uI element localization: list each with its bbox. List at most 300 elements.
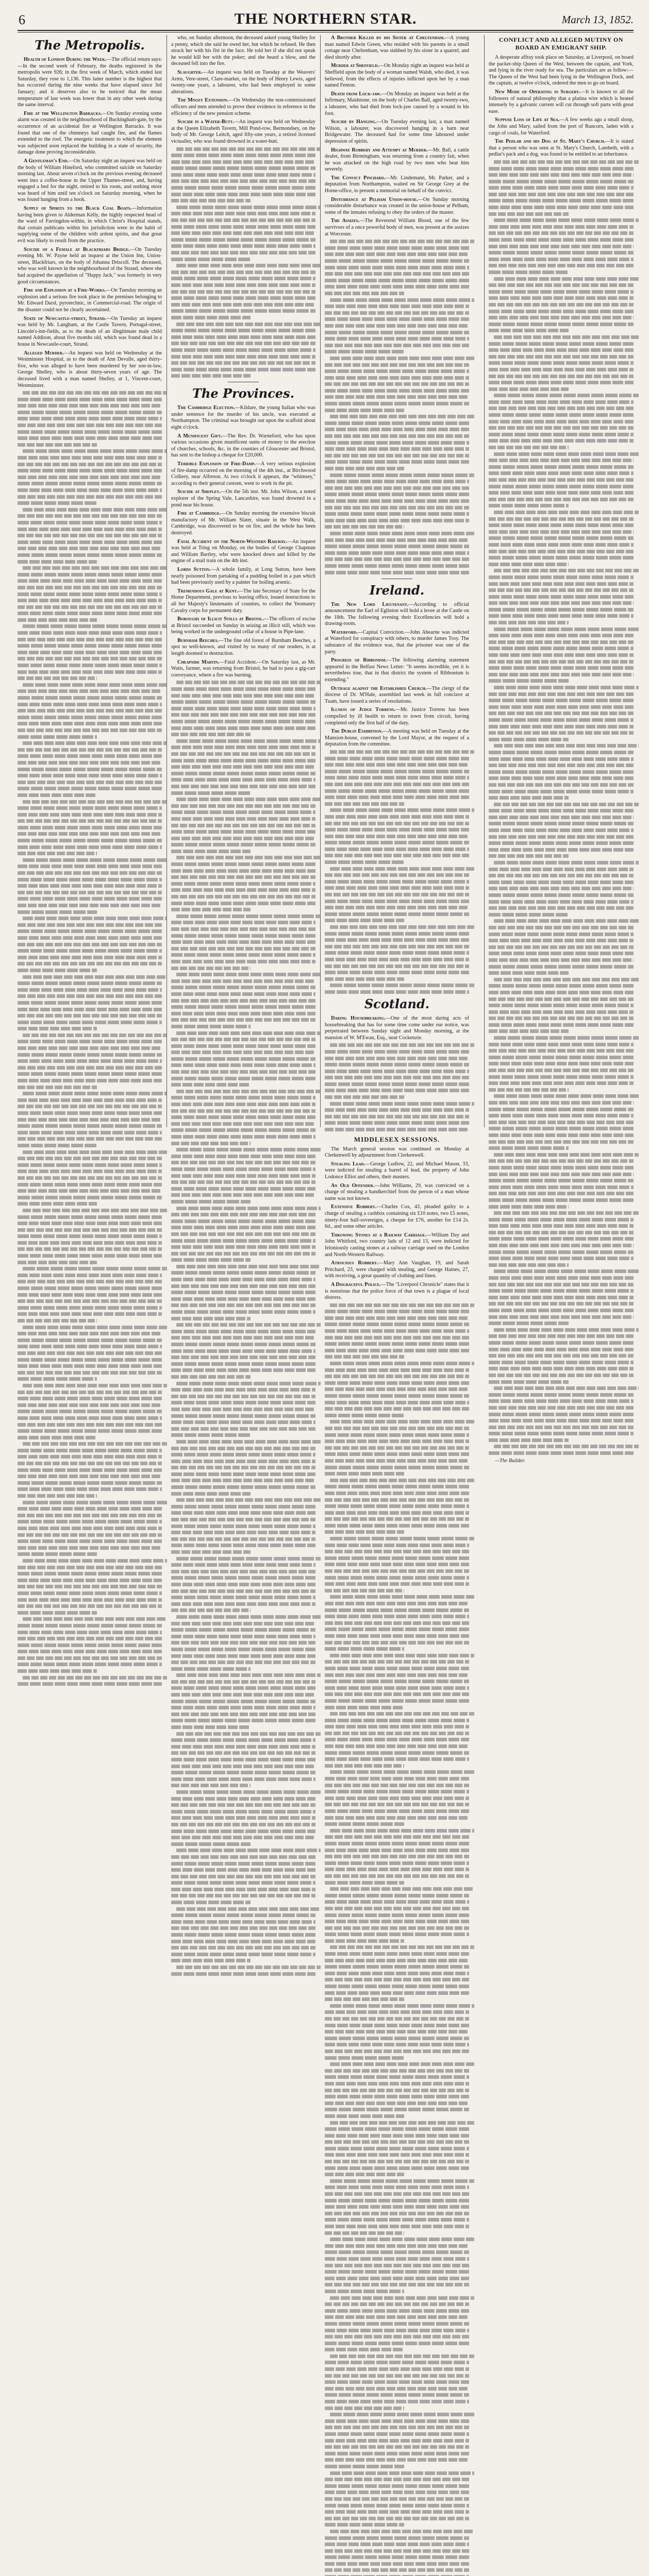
text-line <box>325 2380 469 2384</box>
text-line <box>18 936 162 940</box>
text-line <box>325 2465 404 2468</box>
text-line <box>23 1326 167 1329</box>
text-line <box>325 1576 469 1580</box>
text-line <box>171 1686 315 1690</box>
text-line <box>330 1887 474 1891</box>
text-line <box>325 1647 404 1651</box>
text-line <box>325 311 469 315</box>
text-line <box>171 1648 315 1651</box>
article-text: —The Rev. Dr. Warneford, who has upon various occasions given munificent sums of money to the erection of churches, schools, &c. in the counties of Gloucester and Bristol, has sent to the bishop a cheque for £20,000. <box>171 433 315 459</box>
article-text: —William Day and John Whitford, two country lads of 12 and 13, were indicted for feloniously casting stones at a railway carriage used on the London and North-Western Railway. <box>325 1232 469 1258</box>
text-line <box>325 2114 404 2118</box>
text-line <box>489 1075 634 1079</box>
text-line <box>325 1628 469 1631</box>
text-line <box>18 482 162 485</box>
text-line <box>489 841 634 845</box>
text-line <box>18 1118 162 1122</box>
text-line <box>171 1012 315 1015</box>
text-line <box>18 923 162 927</box>
text-line <box>325 2160 469 2163</box>
article-heading: Alleged Murder. <box>24 350 64 356</box>
text-line <box>489 348 634 352</box>
text-line <box>18 495 162 499</box>
text-line <box>489 1016 634 1020</box>
text-line <box>325 1933 469 1936</box>
article <box>325 657 469 683</box>
text-line <box>325 1310 469 1313</box>
text-line <box>489 530 634 534</box>
text-line <box>330 1043 474 1047</box>
text-line <box>18 1552 97 1556</box>
text-line <box>325 2568 469 2572</box>
text-line <box>325 1907 469 1910</box>
text-line <box>171 720 315 723</box>
text-line <box>489 835 634 839</box>
text-line <box>325 2329 469 2332</box>
column-3 <box>325 35 470 1301</box>
text-line <box>23 1384 167 1387</box>
article-text: —Information having been given to Alderman Kelly, the highly respected head of the ward of Farringdon-within, in which Christ's Hospital stands, that certain publicans within his jurisdiction were in the habit of supplying some of the children with ardent spirits, and that great evil was likely to result from the practice. <box>18 206 162 244</box>
text-line <box>171 1713 315 1716</box>
text-line <box>489 1101 634 1105</box>
text-line <box>171 1667 251 1671</box>
text-line <box>330 808 474 812</box>
text-line <box>171 1038 315 1041</box>
text-line <box>171 1193 315 1197</box>
text-line <box>489 913 569 917</box>
text-line <box>489 1062 634 1065</box>
article-heading: Throwing Stones at a Railway Carriage. <box>331 1232 426 1238</box>
text-line <box>325 1349 469 1352</box>
masthead <box>18 9 634 31</box>
text-line <box>325 1692 469 1696</box>
text-line <box>325 2134 469 2138</box>
text-line <box>18 651 162 654</box>
text-line <box>23 858 167 862</box>
text-line <box>489 485 634 488</box>
text-line <box>325 557 469 561</box>
text-line <box>18 436 162 440</box>
text-line <box>325 1544 469 1547</box>
text-line <box>18 1202 97 1206</box>
text-line <box>171 1550 251 1554</box>
text-line <box>176 1673 321 1677</box>
text-line <box>171 218 315 222</box>
text-line <box>171 1959 251 1962</box>
text-line <box>489 893 634 897</box>
text-line <box>325 292 404 295</box>
text-line <box>171 791 251 795</box>
text-line <box>171 238 315 242</box>
text-line <box>18 1137 162 1141</box>
text-line <box>171 1368 315 1372</box>
text-line <box>489 634 634 637</box>
article-text: —Mary Ann Vaughan, 19, and Sarah Pritchard, 23, were charged with stealing, and George Haines, 27, with receiving, a great quantity of clothing and linen. <box>325 1260 469 1279</box>
text-line <box>18 579 162 583</box>
article-heading: Slaughter. <box>177 69 203 75</box>
text-line <box>325 324 469 328</box>
text-line <box>325 1569 469 1573</box>
text-line <box>494 1211 639 1215</box>
text-line <box>18 1403 162 1407</box>
text-line <box>489 952 634 955</box>
article-heading: Suicide in a Water-Butt. <box>177 119 234 125</box>
text-line <box>171 1842 251 1846</box>
text-line <box>325 2264 469 2267</box>
text-line <box>489 809 634 812</box>
article-heading: Health of London During the Week. <box>24 57 107 62</box>
text-line <box>325 382 469 386</box>
text-line <box>171 309 315 313</box>
text-line <box>489 206 634 209</box>
text-line <box>171 179 315 183</box>
text-line <box>325 2490 469 2494</box>
article-heading: New Mode of Operating in Surgery. <box>495 89 580 95</box>
text-line <box>489 699 634 702</box>
article-heading: The Dublin Exhibition. <box>331 728 383 735</box>
text-line <box>18 618 97 622</box>
article-text: —On Monday night an inquest was held at Sheffield upon the body of a woman named Walsh, who died, it was believed, from the effects of injuries inflicted upon her by a man named Fenton. <box>325 63 469 89</box>
text-line <box>489 822 634 825</box>
text-line <box>23 741 167 745</box>
text-line <box>171 986 315 989</box>
text-line <box>489 290 634 294</box>
text-line <box>18 1650 162 1653</box>
text-line <box>325 252 469 256</box>
text-line <box>489 323 634 326</box>
text-line <box>494 160 639 164</box>
text-line <box>18 1228 162 1232</box>
text-line <box>171 1602 315 1606</box>
text-line <box>176 323 321 326</box>
text-line <box>489 679 569 683</box>
text-line <box>171 154 315 157</box>
text-line <box>18 839 162 842</box>
text-line <box>171 733 251 736</box>
text-line <box>18 1144 97 1147</box>
text-line <box>18 1293 162 1297</box>
text-line <box>489 1114 634 1117</box>
text-line <box>18 865 162 868</box>
text-line <box>489 971 569 975</box>
article <box>325 1204 469 1230</box>
text-line <box>23 1559 167 1563</box>
text-line <box>171 895 315 899</box>
column-text <box>18 391 162 1686</box>
text-line <box>330 2062 474 2066</box>
text-line <box>18 832 162 836</box>
text-line <box>489 439 634 443</box>
text-line <box>489 1056 634 1059</box>
text-line <box>171 1336 315 1340</box>
text-line <box>171 934 315 938</box>
text-line <box>489 776 634 780</box>
text-line <box>18 586 162 589</box>
text-line <box>330 2121 474 2125</box>
text-line <box>18 852 97 855</box>
text-line <box>18 1170 162 1173</box>
text-line <box>325 1777 469 1781</box>
text-line <box>489 1088 569 1092</box>
text-line <box>325 828 469 832</box>
article-heading: Outrage against the Established Church. <box>331 685 427 691</box>
text-line <box>489 1451 634 1455</box>
article <box>325 1146 469 1159</box>
text-line <box>489 1263 569 1267</box>
text-line <box>176 1498 321 1502</box>
text-line <box>18 1351 162 1355</box>
text-line <box>18 501 97 505</box>
text-line <box>171 1836 315 1839</box>
text-line <box>325 428 469 431</box>
text-line <box>18 793 97 797</box>
text-line <box>325 945 469 948</box>
text-line <box>18 703 162 706</box>
text-line <box>176 1207 321 1210</box>
text-line <box>18 1066 162 1070</box>
text-line <box>489 406 634 410</box>
article-text: —On Tuesday evening last, a man named Wilson, a labourer, was discovered hanging in a barn near Bridgewater. The deceased had for some time laboured under depression of spirits. <box>325 119 469 144</box>
text-line <box>171 1180 315 1184</box>
text-line <box>171 824 315 827</box>
text-line <box>176 1790 321 1794</box>
text-line <box>171 1660 315 1664</box>
text-line <box>325 1842 469 1845</box>
text-line <box>330 1537 474 1540</box>
text-line <box>325 1744 469 1748</box>
text-line <box>489 245 634 248</box>
text-line <box>489 1257 634 1260</box>
text-line <box>494 861 639 865</box>
column-text <box>325 1043 469 1131</box>
article-heading: A Gentleman's End. <box>24 158 69 164</box>
text-line <box>489 536 634 540</box>
text-line <box>18 1391 162 1394</box>
text-line <box>171 316 251 319</box>
text-line <box>489 764 634 767</box>
text-line <box>325 506 469 510</box>
text-line <box>489 1010 634 1014</box>
text-line <box>489 790 634 793</box>
text-line <box>171 700 315 704</box>
text-line <box>18 1397 162 1400</box>
text-line <box>489 270 569 274</box>
text-line <box>18 1494 97 1498</box>
text-line <box>489 770 634 774</box>
text-line <box>23 1267 167 1270</box>
text-line <box>325 1660 469 1664</box>
article-text: —One of the most daring acts of housebreaking that has for some time come under our notice, was perpetrated between Sunday night and Monday morning, at the mansion of W. M'Ewan, Esq., near Cockenzie. <box>325 1015 469 1041</box>
article-heading: Disturbance at Pelham Union-house. <box>331 196 418 202</box>
text-line <box>18 547 162 550</box>
text-line <box>325 971 469 974</box>
text-line <box>325 2056 404 2060</box>
text-line <box>171 1725 251 1729</box>
text-line <box>171 166 315 170</box>
text-line <box>171 1167 315 1171</box>
text-line <box>325 421 469 425</box>
text-line <box>489 887 634 890</box>
article <box>18 206 162 245</box>
text-line <box>325 1868 469 1871</box>
text-line <box>330 1829 474 1833</box>
text-line <box>171 1881 315 1885</box>
text-line <box>18 1423 162 1427</box>
article <box>325 1183 469 1202</box>
text-line <box>171 1803 315 1807</box>
article-heading: Terrible Explosion of Fire-Damp. <box>177 461 256 467</box>
text-line <box>171 1018 315 1022</box>
text-line <box>489 471 634 475</box>
text-line <box>494 218 639 222</box>
text-line <box>18 411 162 414</box>
text-line <box>18 1254 162 1258</box>
text-line <box>171 1057 315 1061</box>
section-heading-middlesex: MIDDLESEX SESSIONS. <box>354 1136 440 1144</box>
text-line <box>489 1399 634 1403</box>
text-line <box>171 1395 315 1398</box>
text-line <box>489 621 569 624</box>
text-line <box>325 1492 469 1495</box>
text-line <box>325 2089 469 2092</box>
text-line <box>325 2166 469 2170</box>
text-line <box>18 528 162 531</box>
text-line <box>330 473 474 477</box>
text-line <box>494 1386 639 1390</box>
text-line <box>489 1237 634 1241</box>
column-text <box>489 160 634 1455</box>
text-line <box>325 789 469 793</box>
article-text: —An inquest was held on Wednesday at the Queen Elizabeth Tavern, Mill Pond-row, Bermondsey, on the body of Mr. George Leitch, aged fifty-one years, a retired licensed victualler, who was found drowned in a water-butt. <box>171 119 315 144</box>
text-line <box>325 2043 469 2046</box>
articles-col3b <box>325 602 469 748</box>
text-line <box>494 744 639 748</box>
article-heading: Extensive Robbery. <box>331 1204 377 1210</box>
text-line <box>171 1466 315 1469</box>
text-line <box>325 1446 469 1450</box>
text-line <box>325 2212 469 2215</box>
text-line <box>171 329 315 332</box>
text-line <box>18 943 162 946</box>
text-line <box>23 1150 167 1154</box>
text-line <box>18 1449 162 1452</box>
article <box>325 1260 469 1280</box>
text-line <box>325 2069 469 2073</box>
article <box>18 247 162 286</box>
text-line <box>171 1291 315 1294</box>
text-line <box>489 640 634 644</box>
text-line <box>171 355 315 359</box>
text-line <box>171 1635 315 1638</box>
text-line <box>171 765 315 769</box>
article-heading: An Old Offender. <box>331 1182 375 1189</box>
text-line <box>325 1381 469 1385</box>
article-text: —George Ludlow, 22, and Michael Mason, 33, were indicted for stealing a barrel of lead, the property of John Lodonce Elliot and others, their masters. <box>325 1161 469 1180</box>
text-line <box>171 1940 315 1943</box>
text-line <box>18 1514 162 1517</box>
text-line <box>325 1861 469 1865</box>
text-line <box>171 173 315 177</box>
text-line <box>18 956 162 959</box>
article <box>325 630 469 655</box>
article-text: —An inquest was held at Tring on Monday, on the bodies of George Chapman and William Bartley, who were knocked down and killed by the engine of a mail train on the 4th inst. <box>171 538 315 564</box>
text-line <box>171 1349 315 1353</box>
text-line <box>18 1222 162 1225</box>
text-line <box>325 564 469 568</box>
article-heading: The Assizes. <box>331 218 360 224</box>
text-line <box>18 1196 162 1199</box>
text-line <box>325 1089 469 1092</box>
text-line <box>18 1546 162 1550</box>
text-line <box>489 1192 634 1195</box>
text-line <box>325 2283 469 2286</box>
text-line <box>18 560 97 564</box>
text-line <box>489 933 634 936</box>
article <box>171 70 315 95</box>
text-line <box>23 1442 167 1446</box>
text-line <box>18 709 162 713</box>
text-line <box>489 504 569 507</box>
text-line <box>171 1278 315 1281</box>
text-line <box>18 534 162 537</box>
article <box>171 567 315 586</box>
text-line <box>18 488 162 492</box>
text-line <box>18 1468 162 1472</box>
text-line <box>489 1406 634 1410</box>
text-line <box>18 404 162 408</box>
text-line <box>171 1044 315 1048</box>
text-line <box>330 1479 474 1482</box>
text-line <box>23 683 167 687</box>
text-line <box>18 443 97 447</box>
text-line <box>18 988 162 992</box>
columns <box>18 35 634 1464</box>
article <box>18 158 162 204</box>
text-line <box>489 1231 634 1234</box>
text-line <box>176 1557 321 1561</box>
text-line <box>325 1855 469 1858</box>
text-line <box>171 1226 315 1229</box>
text-line <box>330 1770 474 1774</box>
text-line <box>325 441 469 445</box>
text-line <box>171 1161 315 1164</box>
text-line <box>489 718 634 722</box>
text-line <box>489 355 634 359</box>
text-line <box>325 2374 469 2378</box>
text-line <box>176 1148 321 1151</box>
text-line <box>494 1036 639 1040</box>
text-line <box>489 601 634 605</box>
text-line <box>325 1452 469 1456</box>
articles-col2 <box>171 35 315 145</box>
text-line <box>489 563 569 566</box>
article <box>325 686 469 705</box>
text-line <box>489 854 569 858</box>
article-text: —An inquest was held on Wednesday at the Westminster Hospital, as to the death of Ann Devalle, aged thirty-five, who was alleged to have been murdered by her son-in-law, George Shelley, who is about thirty-seven years of age. The deceased lived with a man named Shelley, at 1, Vincent-court, Westminster. <box>18 350 162 388</box>
text-line <box>171 1479 315 1482</box>
text-line <box>176 1965 321 1969</box>
text-line <box>325 1095 404 1099</box>
text-line <box>176 1031 321 1035</box>
text-line <box>18 1345 162 1348</box>
text-line <box>325 2419 469 2423</box>
text-line <box>325 757 469 760</box>
text-line <box>18 1487 162 1491</box>
text-line <box>325 1563 469 1566</box>
source-credit: —The Builder. <box>495 1458 525 1464</box>
text-line <box>489 556 634 560</box>
text-line <box>18 1072 162 1076</box>
